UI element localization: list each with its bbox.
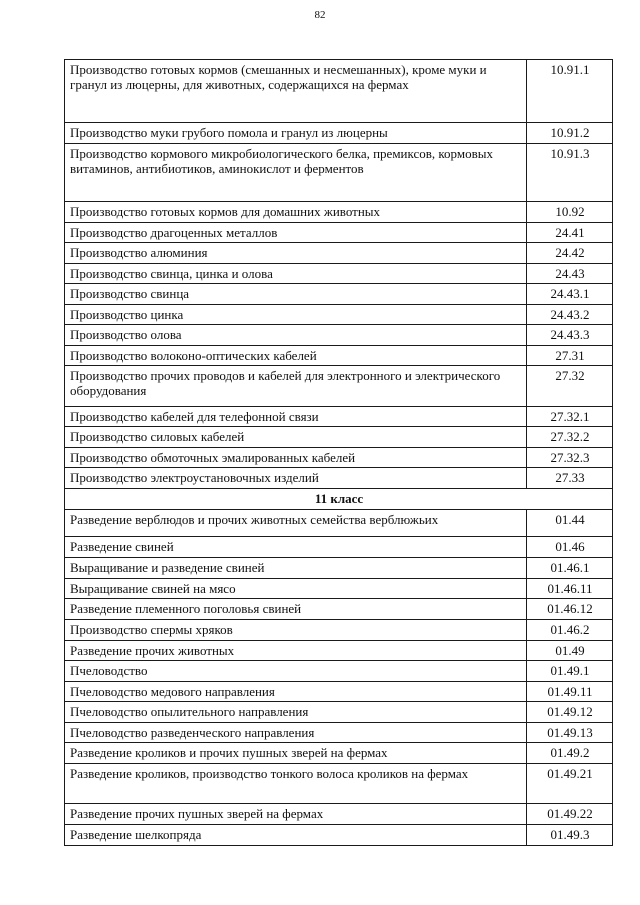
activity-name: Производство силовых кабелей: [65, 427, 527, 448]
activity-name: Производство свинца, цинка и олова: [65, 264, 527, 284]
activity-name: Пчеловодство опылительного направления: [65, 702, 527, 723]
activity-name: Пчеловодство: [65, 661, 527, 682]
activity-name: Разведение племенного поголовья свиней: [65, 599, 527, 620]
activity-code: 27.32: [527, 366, 613, 407]
activity-code: 24.43.3: [527, 325, 613, 346]
activity-code: 01.49.13: [527, 723, 613, 743]
table-row: [65, 558, 613, 579]
activity-name: Производство драгоценных металлов: [65, 223, 527, 243]
table-row: [65, 620, 613, 641]
activity-code: 27.32.3: [527, 448, 613, 468]
activity-name: Производство электроустановочных изделий: [65, 468, 527, 489]
activity-code: 01.46.12: [527, 599, 613, 620]
activity-code: 01.44: [527, 510, 613, 537]
activity-name: Производство олова: [65, 325, 527, 346]
activity-name: Производство спермы хряков: [65, 620, 527, 641]
table-row: [65, 579, 613, 599]
activity-code: 10.91.3: [527, 144, 613, 202]
activity-name: Производство готовых кормов для домашних животных: [65, 202, 527, 223]
activity-code: 27.31: [527, 346, 613, 366]
activity-code: 01.46.1: [527, 558, 613, 579]
table-row: [65, 305, 613, 325]
activity-code: 01.49.1: [527, 661, 613, 682]
table-row: [65, 682, 613, 702]
table-row: [65, 599, 613, 620]
activity-code: 01.49.22: [527, 804, 613, 825]
activity-name: Разведение кроликов, производство тонкого волоса кроликов на фермах: [65, 764, 527, 804]
activity-name: Разведение свиней: [65, 537, 527, 558]
activity-code: 01.49.12: [527, 702, 613, 723]
activity-code: 27.33: [527, 468, 613, 489]
table-row: [65, 202, 613, 223]
activity-code: 01.49.11: [527, 682, 613, 702]
table-row: [65, 448, 613, 468]
activity-name: Пчеловодство разведенческого направления: [65, 723, 527, 743]
table-body: [65, 60, 613, 846]
activity-name: Выращивание и разведение свиней: [65, 558, 527, 579]
activity-code: 10.91.1: [527, 60, 613, 123]
table-row: [65, 702, 613, 723]
table-row: [65, 243, 613, 264]
activity-name: Производство кормового микробиологического белка, премиксов, кормовых витаминов, антибиотиков, аминокислот и ферментов: [65, 144, 527, 202]
activity-code: 01.49.3: [527, 825, 613, 846]
activity-code: 01.46.2: [527, 620, 613, 641]
activity-code: 24.43.1: [527, 284, 613, 305]
activity-name: Разведение прочих пушных зверей на фермах: [65, 804, 527, 825]
table-row: [65, 264, 613, 284]
table-row: [65, 537, 613, 558]
activity-name: Производство цинка: [65, 305, 527, 325]
table-row: [65, 325, 613, 346]
activity-code: 01.46.11: [527, 579, 613, 599]
activity-name: Разведение верблюдов и прочих животных семейства верблюжьих: [65, 510, 527, 537]
table-row: [65, 804, 613, 825]
activity-code: 24.43: [527, 264, 613, 284]
activity-code: 10.91.2: [527, 123, 613, 144]
activity-name: Разведение прочих животных: [65, 641, 527, 661]
activity-name: Производство муки грубого помола и гранул из люцерны: [65, 123, 527, 144]
activity-code: 10.92: [527, 202, 613, 223]
activity-codes-table: [64, 59, 613, 846]
table-row: [65, 427, 613, 448]
table-row: [65, 366, 613, 407]
activity-code: 24.41: [527, 223, 613, 243]
activity-name: Разведение кроликов и прочих пушных зверей на фермах: [65, 743, 527, 764]
activity-name: Пчеловодство медового направления: [65, 682, 527, 702]
table-row: [65, 144, 613, 202]
table-row: [65, 825, 613, 846]
activity-code: 24.42: [527, 243, 613, 264]
table-row: [65, 743, 613, 764]
section-header-row: [65, 489, 613, 510]
activity-name: Производство свинца: [65, 284, 527, 305]
table-row: [65, 510, 613, 537]
page-number: 82: [314, 9, 326, 21]
table-row: [65, 284, 613, 305]
activity-name: Производство волоконо-оптических кабелей: [65, 346, 527, 366]
activity-code: 27.32.1: [527, 407, 613, 427]
table-row: [65, 661, 613, 682]
section-title: 11 класс: [65, 489, 613, 510]
activity-code: 01.49.21: [527, 764, 613, 804]
activity-name: Производство прочих проводов и кабелей для электронного и электрического оборудования: [65, 366, 527, 407]
activity-code: 01.46: [527, 537, 613, 558]
activity-code: 01.49: [527, 641, 613, 661]
table-row: [65, 641, 613, 661]
activity-name: Производство алюминия: [65, 243, 527, 264]
table-row: [65, 764, 613, 804]
table-row: [65, 223, 613, 243]
table-row: [65, 346, 613, 366]
table-row: [65, 723, 613, 743]
activity-name: Разведение шелкопряда: [65, 825, 527, 846]
table-row: [65, 468, 613, 489]
table-row: [65, 60, 613, 123]
activity-name: Производство кабелей для телефонной связи: [65, 407, 527, 427]
table-row: [65, 407, 613, 427]
table-row: [65, 123, 613, 144]
activity-name: Выращивание свиней на мясо: [65, 579, 527, 599]
activity-code: 27.32.2: [527, 427, 613, 448]
activity-code: 24.43.2: [527, 305, 613, 325]
activity-name: Производство готовых кормов (смешанных и несмешанных), кроме муки и гранул из люцерны, для животных, содержащихся на фермах: [65, 60, 527, 123]
activity-code: 01.49.2: [527, 743, 613, 764]
activity-name: Производство обмоточных эмалированных кабелей: [65, 448, 527, 468]
